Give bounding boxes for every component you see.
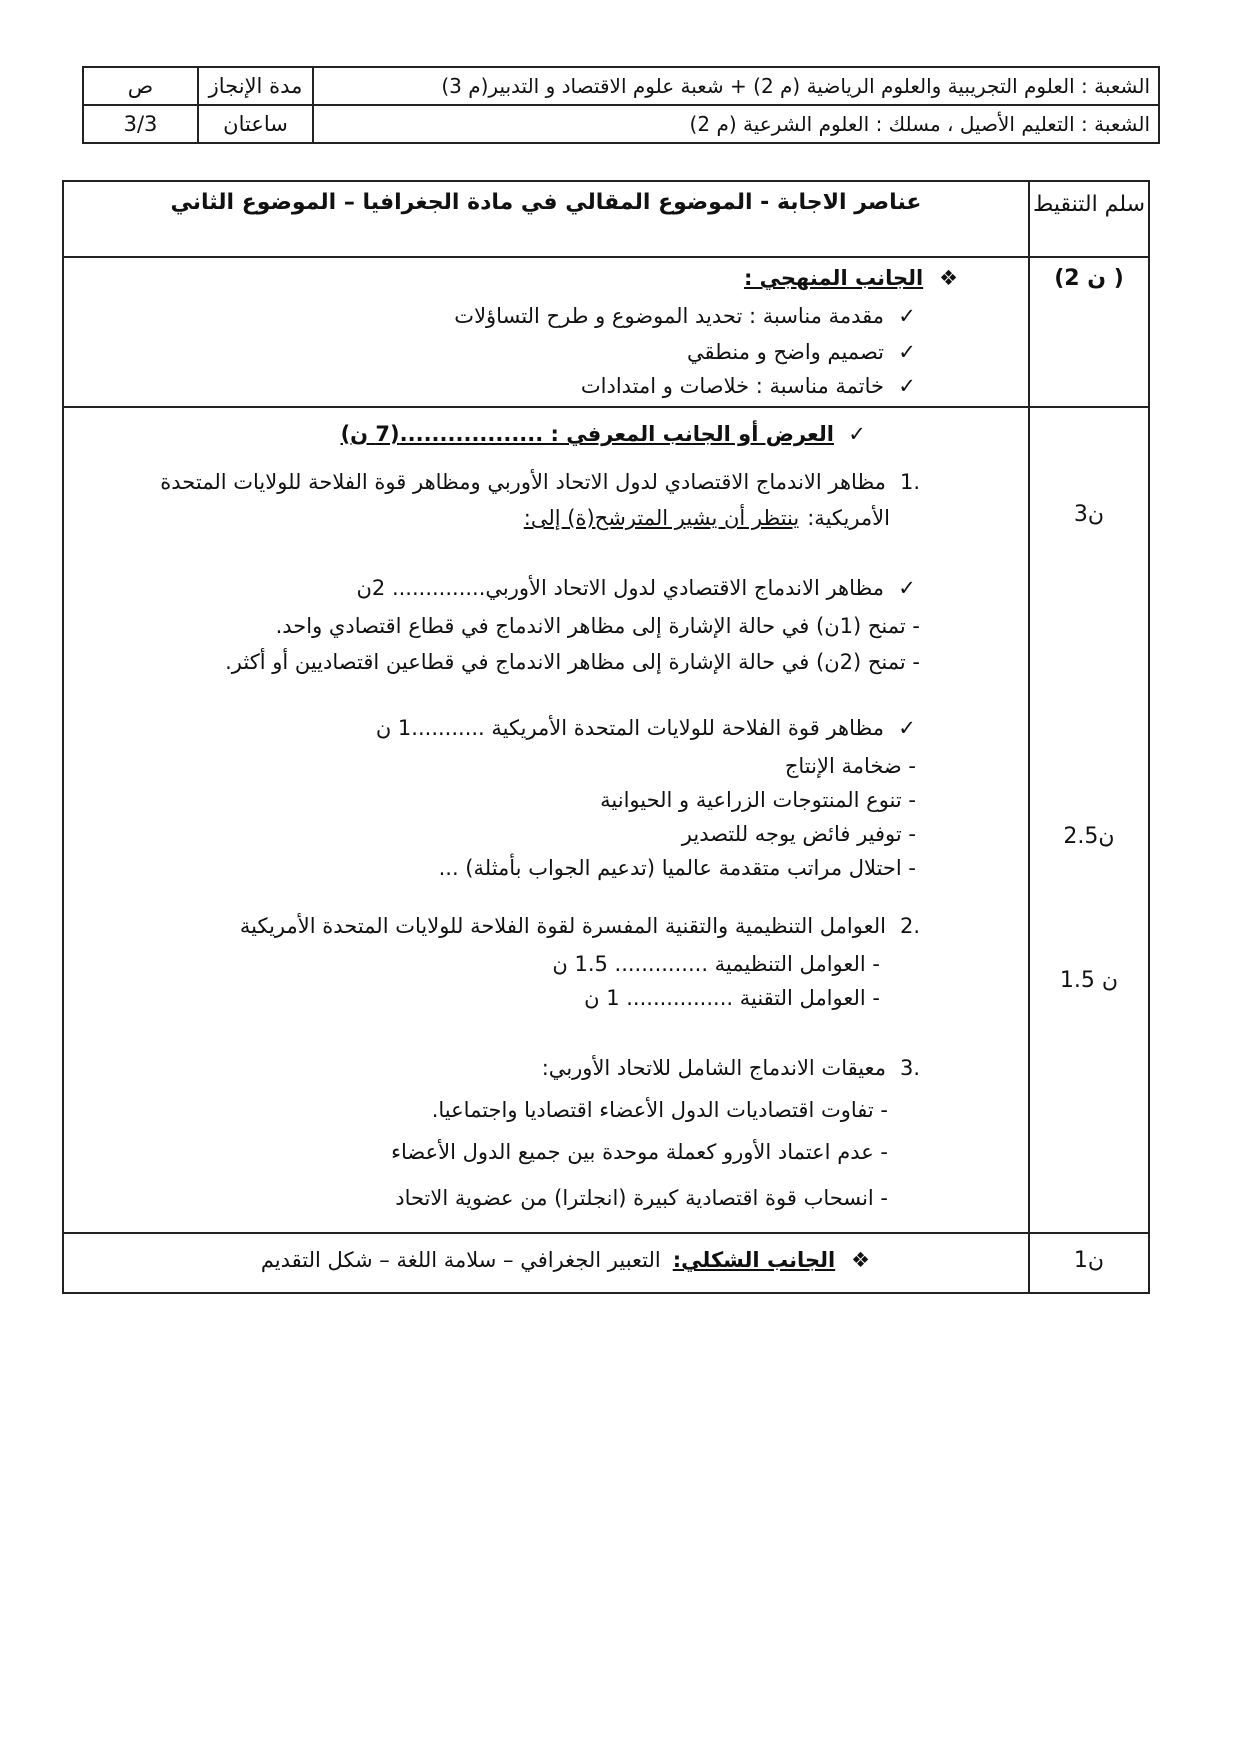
- q1-expect: ينتظر أن يشير المترشح(ة) إلى:: [523, 506, 800, 530]
- scale-header: سلم التنقيط: [1029, 181, 1149, 257]
- q2-item-1: - العوامل التنظيمية .............. 1.5 ن: [552, 952, 880, 976]
- form-score-cell: [1029, 1233, 1149, 1293]
- eu-item-2: - تمنح (2ن) في حالة الإشارة إلى مظاهر الاندماج في قطاعين اقتصاديين أو أكثر.: [225, 650, 920, 674]
- check-icon: ✓: [898, 374, 916, 398]
- us-heading: ✓مظاهر قوة الفلاحة للولايات المتحدة الأمريكية ...........1 ن: [376, 716, 920, 740]
- q2-line: [240, 914, 920, 938]
- check-icon: ✓: [898, 576, 916, 600]
- diamond-icon: ❖: [851, 1248, 870, 1272]
- q3-item-2: - عدم اعتماد الأورو كعملة موحدة بين جميع الدول الأعضاء: [391, 1140, 888, 1164]
- header-branch-line-2: الشعبة : التعليم الأصيل ، مسلك : العلوم الشرعية (م 2): [313, 105, 1159, 143]
- method-heading: الجانب المنهجي :: [743, 266, 924, 290]
- q3-line: [542, 1056, 920, 1080]
- check-icon: ✓: [848, 422, 866, 446]
- header-duration-label: مدة الإنجاز: [198, 67, 313, 105]
- method-item-3: ✓خاتمة مناسبة : خلاصات و امتدادات: [581, 374, 920, 398]
- q2-number: .2: [899, 914, 920, 938]
- q3-item-3: - انسحاب قوة اقتصادية كبيرة (انجلترا) من عضوية الاتحاد: [395, 1186, 888, 1210]
- eu-heading: ✓مظاهر الاندماج الاقتصادي لدول الاتحاد الأوربي.............. 2ن: [356, 576, 920, 600]
- check-icon: ✓: [898, 340, 916, 364]
- check-icon: ✓: [898, 716, 916, 740]
- us-item-1: - ضخامة الإنتاج: [784, 754, 916, 778]
- method-section: [63, 257, 1029, 407]
- header-page-value: 3/3: [83, 105, 198, 143]
- form-text: التعبير الجغرافي – سلامة اللغة – شكل التقديم: [260, 1248, 661, 1272]
- header-page-label: ص: [83, 67, 198, 105]
- form-score: 1ن: [1073, 1248, 1105, 1273]
- q1-line: [160, 470, 920, 494]
- q1-text-cont: الأمريكية:: [807, 506, 890, 530]
- form-line: [261, 1248, 870, 1272]
- us-item-2: - تنوع المنتوجات الزراعية و الحيوانية: [600, 788, 916, 812]
- method-item-2: ✓تصميم واضح و منطقي: [687, 340, 920, 364]
- q3-text: معيقات الاندماج الشامل للاتحاد الأوربي:: [541, 1056, 886, 1080]
- header-branch-line-1: الشعبة : العلوم التجريبية والعلوم الرياضية (م 2) + شعبة علوم الاقتصاد و التدبير(م 3): [313, 67, 1159, 105]
- content-heading-line: [341, 422, 870, 446]
- header-table: [82, 66, 1160, 144]
- method-item-1: ✓مقدمة مناسبة : تحديد الموضوع و طرح التساؤلات: [454, 304, 920, 328]
- content-section: [63, 407, 1029, 1233]
- eu-item-1: - تمنح (1ن) في حالة الإشارة إلى مظاهر الاندماج في قطاع اقتصادي واحد.: [275, 614, 920, 638]
- us-item-4: - احتلال مراتب متقدمة عالميا (تدعيم الجواب بأمثلة) ...: [438, 856, 916, 880]
- table-title: عناصر الاجابة - الموضوع المقالي في مادة الجغرافيا – الموضوع الثاني: [63, 181, 1029, 257]
- form-heading: الجانب الشكلي:: [672, 1248, 836, 1272]
- method-score-cell: [1029, 257, 1149, 407]
- q2-item-2: - العوامل التقنية ................ 1 ن: [584, 986, 880, 1010]
- method-heading-line: [744, 266, 958, 290]
- q1-line-2: [524, 506, 890, 530]
- q2-score: 1.5 ن: [1059, 968, 1119, 993]
- q3-item-1: - تفاوت اقتصاديات الدول الأعضاء اقتصاديا واجتماعيا.: [431, 1098, 888, 1122]
- check-icon: ✓: [898, 304, 916, 328]
- q1-number: .1: [899, 470, 920, 494]
- q1-score: 3ن: [1073, 502, 1105, 527]
- diamond-icon: ❖: [939, 266, 958, 290]
- q1-text: مظاهر الاندماج الاقتصادي لدول الاتحاد الأوربي ومظاهر قوة الفلاحة للولايات المتحدة: [160, 470, 886, 494]
- us-score: 2.5ن: [1063, 824, 1115, 849]
- content-heading: العرض أو الجانب المعرفي : ..................: [399, 422, 834, 446]
- header-duration-value: ساعتان: [198, 105, 313, 143]
- q3-number: .3: [899, 1056, 920, 1080]
- form-section: [63, 1233, 1029, 1293]
- content-heading-points: (7 ن): [340, 422, 400, 446]
- answer-table: [62, 180, 1150, 1294]
- content-score-cell: [1029, 407, 1149, 1233]
- q2-text: العوامل التنظيمية والتقنية المفسرة لقوة الفلاحة للولايات المتحدة الأمريكية: [239, 914, 886, 938]
- us-item-3: - توفير فائض يوجه للتصدير: [681, 822, 916, 846]
- method-score: (2 ن ): [1054, 266, 1124, 291]
